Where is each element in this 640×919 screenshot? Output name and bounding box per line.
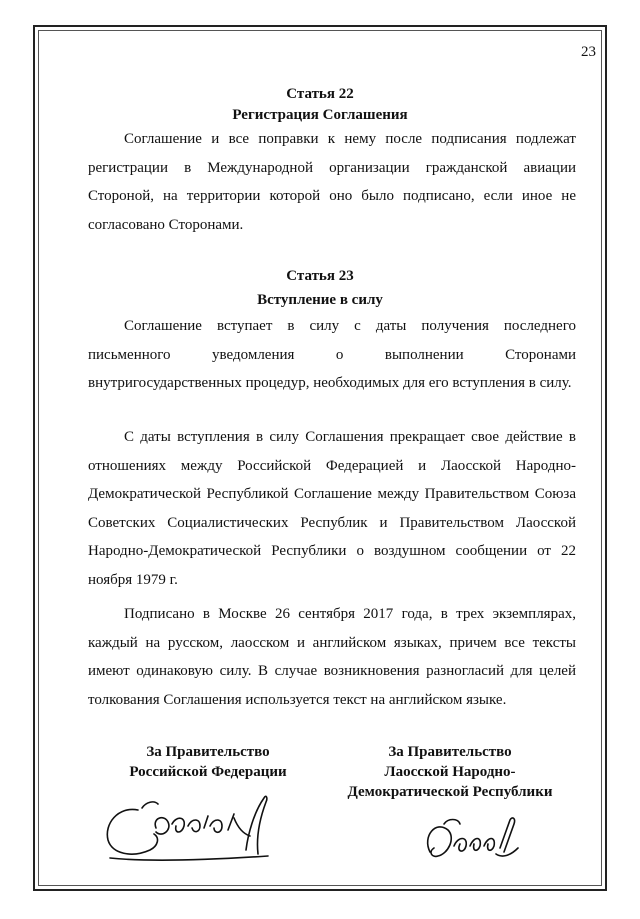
signature-russia-image	[98, 788, 288, 868]
signatory-laos-line-2: Лаосской Народно-	[384, 764, 516, 780]
article-23-paragraph-2: С даты вступления в силу Соглашения прекращает свое действие в отношениях между Российской Федерацией и Лаосской Народно-Демократической Республикой Соглашение между Правительством Союза Советских Социалистических Республик и Правительством Лаосской Народно-Демократической Республики о воздушном сообщении от 22 ноября 1979 г.	[88, 429, 576, 588]
article-22-text: Соглашение и все поправки к нему после подписания подлежат регистрации в Международной организации гражданской авиации Стороной, на территории которой оно было подписано, если иное не согласовано Сторонами.	[88, 131, 576, 233]
signature-laos-image	[418, 812, 528, 872]
signatory-laos	[330, 742, 570, 802]
article-22-title: Регистрация Соглашения	[232, 107, 408, 123]
signatory-russia	[108, 742, 308, 782]
page-number: 23	[581, 44, 596, 60]
article-23-number: Статья 23	[286, 268, 354, 284]
closing-paragraph: Подписано в Москве 26 сентября 2017 года, в трех экземплярах, каждый на русском, лаосском и английском языках, причем все тексты имеют одинаковую силу. В случае возникновения разногласий для целей толкования Соглашения используется текст на английском языке.	[88, 606, 576, 708]
signatory-russia-line-1: За Правительство	[146, 744, 270, 760]
article-23-paragraph-1: Соглашение вступает в силу с даты получения последнего письменного уведомления о выполнении Сторонами внутригосударственных процедур, необходимых для его вступления в силу.	[88, 318, 576, 391]
article-23-title: Вступление в силу	[257, 292, 383, 308]
article-22-number: Статья 22	[286, 86, 354, 102]
signatory-laos-line-1: За Правительство	[388, 744, 512, 760]
signatory-russia-line-2: Российской Федерации	[129, 764, 287, 780]
signatory-laos-line-3: Демократической Республики	[347, 784, 553, 800]
